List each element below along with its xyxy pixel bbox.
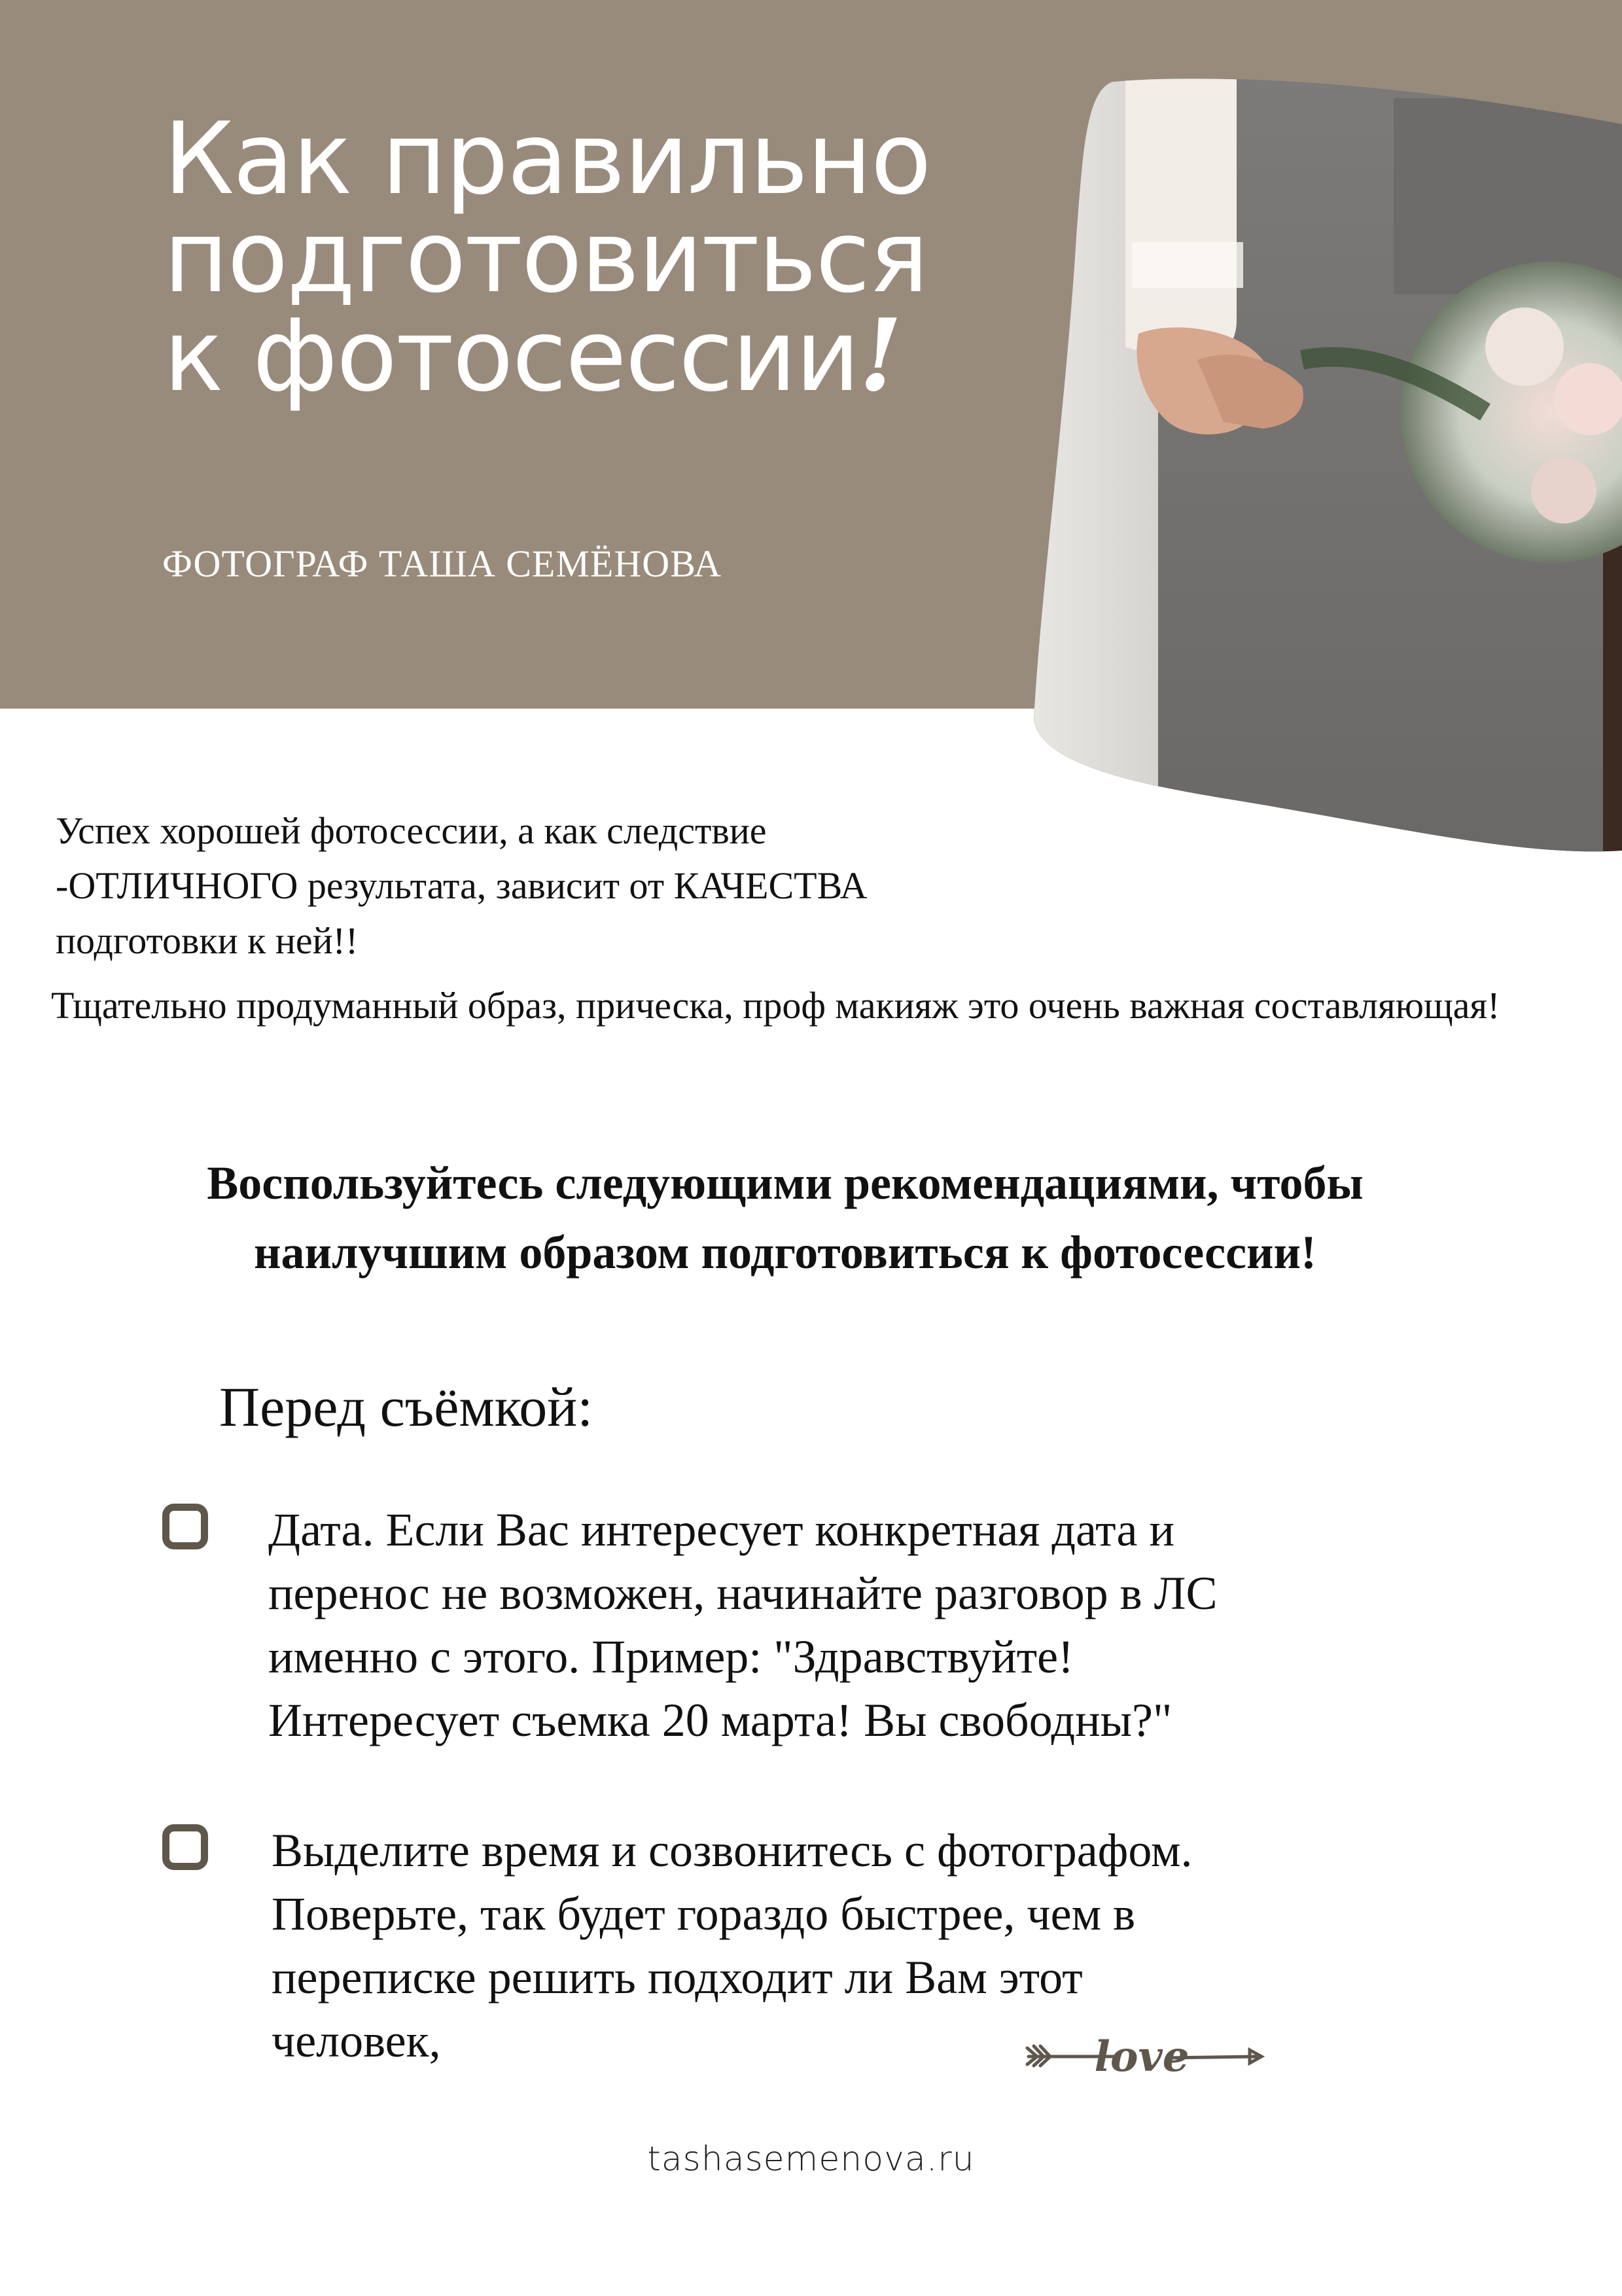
title-exclamation: ! — [858, 296, 902, 414]
title-line-3 — [164, 296, 1027, 414]
intro-line-2: -ОТЛИЧНОГО результата, зависит от КАЧЕСТВА — [56, 864, 868, 907]
love-word: love — [1094, 2032, 1190, 2081]
title-line-3-text: к фотосессии — [164, 298, 859, 414]
intro-paragraph-2 — [51, 978, 1523, 1033]
intro-paragraph — [56, 804, 1102, 968]
checklist-line: человек, — [272, 2015, 441, 2067]
checklist-line: Дата. Если Вас интересует конкретная дата и — [268, 1504, 1174, 1556]
title-line-1: Как правильно — [164, 101, 930, 217]
checkbox-icon[interactable] — [162, 1504, 208, 1549]
checklist-line: Поверьте, так будет гораздо быстрее, чем в — [272, 1888, 1136, 1940]
checklist-line: Интересует съемка 20 марта! Вы свободны?" — [268, 1694, 1172, 1746]
section-title: Перед съёмкой: — [219, 1375, 593, 1438]
intro-paragraph-2-text: Тщательно продуманный образ, прическа, проф макияж это очень важная составляющая! — [51, 984, 1500, 1027]
checklist-line: переписке решить подходит ли Вам этот — [272, 1951, 1083, 2004]
checkbox-icon[interactable] — [162, 1824, 208, 1870]
callout-line-1: Воспользуйтесь следующими рекомендациями, чтобы — [207, 1157, 1364, 1209]
title-line-2: подготовиться — [164, 199, 928, 315]
checklist-item-text — [268, 1498, 1413, 1752]
checklist-line: именно с этого. Пример: "Здравствуйте! — [268, 1631, 1074, 1683]
photographer-name: ФОТОГРАФ ТАША СЕМЁНОВА — [162, 542, 722, 585]
intro-line-3: подготовки к ней!! — [56, 919, 359, 962]
checklist-line: Выделите время и созвонитесь с фотографом. — [272, 1824, 1193, 1877]
page-title — [164, 101, 1027, 414]
checklist-line: перенос не возможен, начинайте разговор в ЛС — [268, 1567, 1218, 1619]
callout-heading — [98, 1148, 1472, 1287]
callout-line-2: наилучшим образом подготовиться к фотосессии! — [254, 1226, 1316, 1279]
wedding-photo — [1027, 72, 1622, 877]
intro-line-1: Успех хорошей фотосессии, а как следствие — [56, 809, 767, 852]
website-link[interactable]: tashasemenova.ru — [647, 2140, 975, 2179]
love-arrow-icon — [1021, 2019, 1269, 2091]
